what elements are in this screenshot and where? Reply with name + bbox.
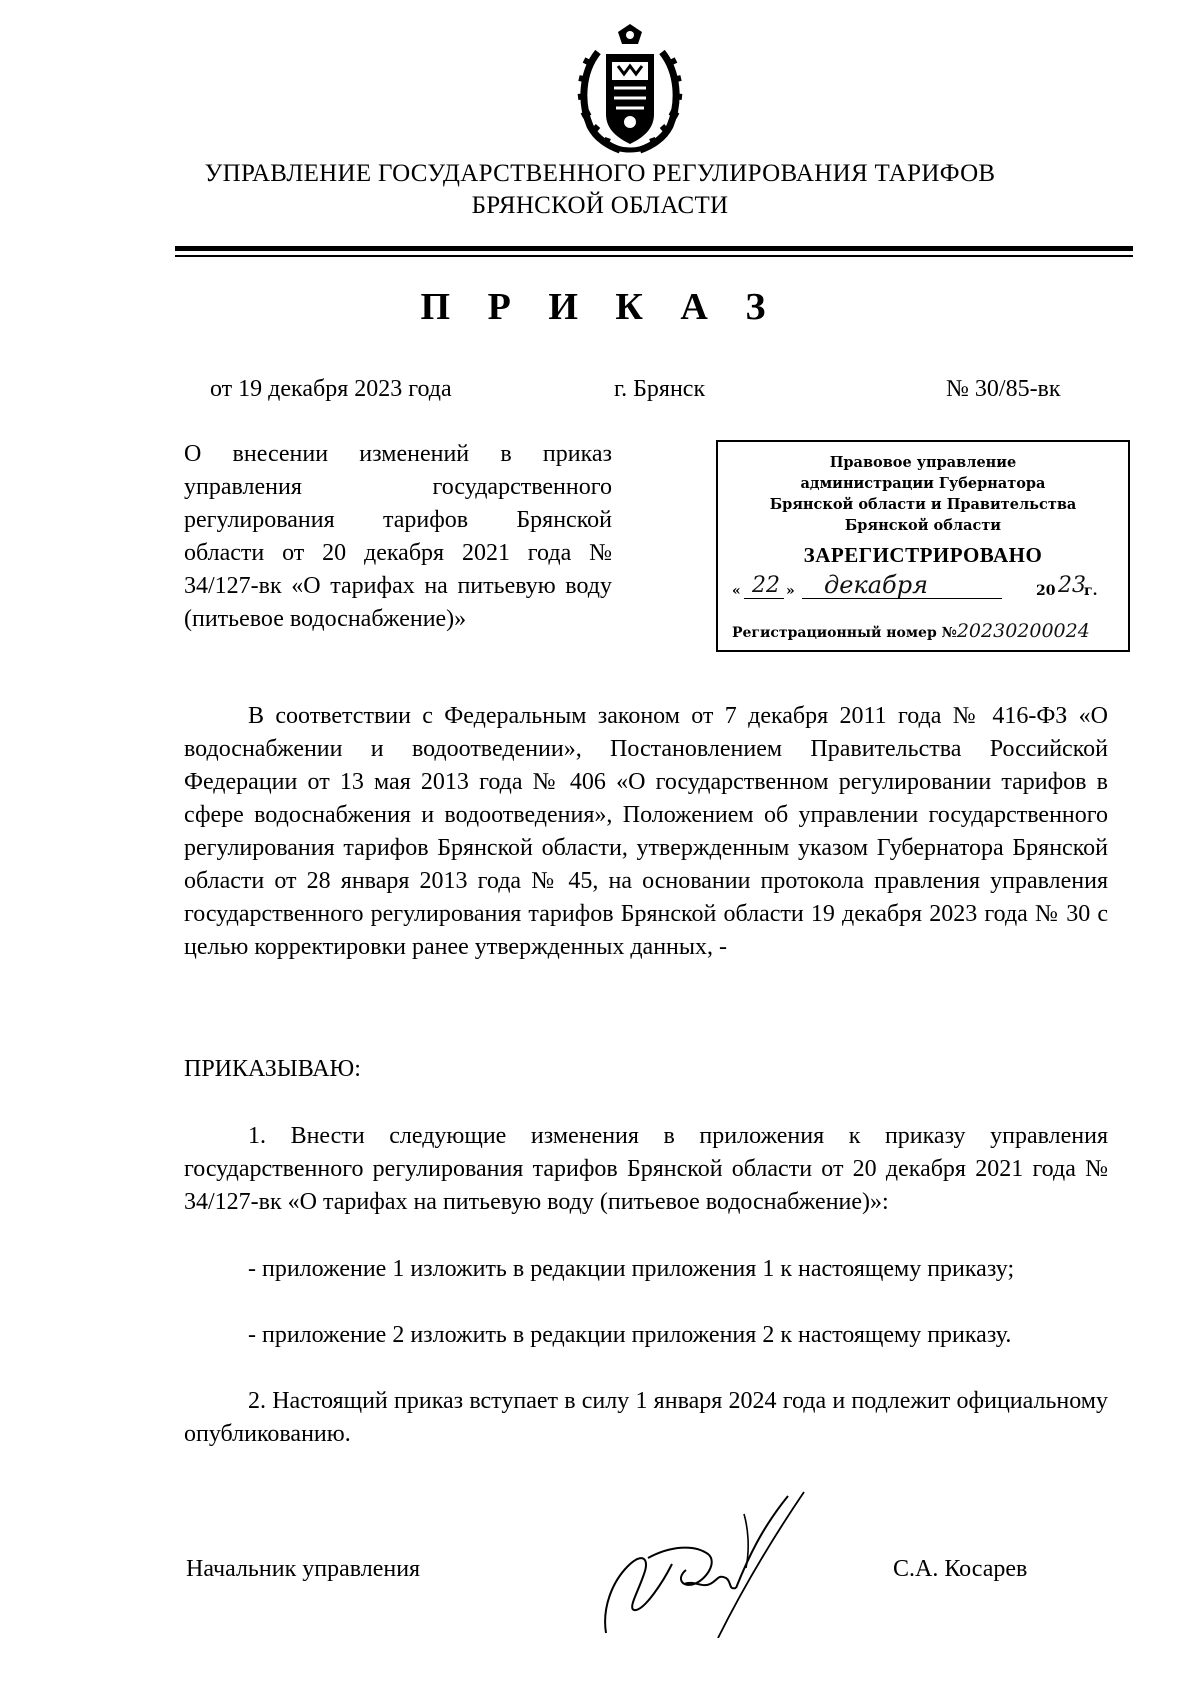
preamble-paragraph: В соответствии с Федеральным законом от 7 декабря 2011 года № 416-ФЗ «О водоснабжении и водоотведении», Постановлением Правительства Российской Федерации от 13 мая 2013 года № 406 «О государственном регулировании тарифов в сфере водоснабжения и водоотведения», Положением об управлении государственного регулирования тарифов Брянской области, утвержденным указом Губернатора Брянской области от 28 января 2013 года № 45, на основании протокола правления управления государственного регулирования тарифов Брянской области 19 декабря 2023 года № 30 с целью корректировки ранее утвержденных данных, - [184,703,1108,960]
stamp-registration-number [732,620,1090,642]
header-divider-thin [175,255,1133,257]
stamp-registration-number-handwritten: 20230200024 [956,620,1090,642]
stamp-line-3: Брянской области и Правительства [769,496,1077,513]
order-city: г. Брянск [614,376,706,402]
stamp-year-handwritten: 23 [1058,573,1086,598]
order-directive: ПРИКАЗЫВАЮ: [184,1056,361,1082]
stamp-line-2: администрации Губернатора [800,475,1046,492]
coat-of-arms-icon [568,22,692,156]
signatory-position: Начальник управления [186,1556,421,1582]
document-title: П Р И К А З [420,286,780,328]
stamp-line-4: Брянской области [844,517,1002,534]
order-date: от 19 декабря 2023 года [210,376,452,402]
stamp-year-prefix: 20 [1036,583,1056,599]
stamp-registered-label: ЗАРЕГИСТРИРОВАНО [803,543,1043,567]
organization-name-line1: УПРАВЛЕНИЕ ГОСУДАРСТВЕННОГО РЕГУЛИРОВАНИЯ ТАРИФОВ [204,160,996,187]
order-item-1b: - приложение 2 изложить в редакции приложения 2 к настоящему приказу. [248,1322,1012,1348]
registration-stamp [716,440,1130,652]
stamp-year-suffix: г. [1084,583,1098,599]
organization-name-line2: БРЯНСКОЙ ОБЛАСТИ [471,192,729,219]
order-number: № 30/85-вк [946,376,1061,402]
stamp-month-handwritten: декабря [824,571,928,599]
stamp-registration-label: Регистрационный номер № [732,625,957,641]
header-divider-thick [175,246,1133,251]
order-item-1: 1. Внести следующие изменения в приложения к приказу управления государственного регулирования тарифов Брянской области от 20 декабря 2021 года № 34/127-вк «О тарифах на питьевую воду (питьевое водоснабжение)»: [184,1123,1108,1215]
handwritten-signature [598,1488,838,1638]
order-item-2: 2. Настоящий приказ вступает в силу 1 января 2024 года и подлежит официальному опубликованию. [184,1388,1108,1447]
stamp-line-1: Правовое управление [829,454,1017,471]
stamp-date-line: « 22 » декабря 20 23 г. [732,571,1098,599]
stamp-day-handwritten: 22 [752,573,780,598]
order-subject: О внесении изменений в приказ управления государственного регулирования тарифов Брянской области от 20 декабря 2021 года № 34/127-вк «О тарифах на питьевую воду (питьевое водоснабжение)» [184,441,612,632]
signatory-name: С.А. Косарев [893,1556,1028,1582]
order-item-1a: - приложение 1 изложить в редакции приложения 1 к настоящему приказу; [248,1256,1015,1282]
